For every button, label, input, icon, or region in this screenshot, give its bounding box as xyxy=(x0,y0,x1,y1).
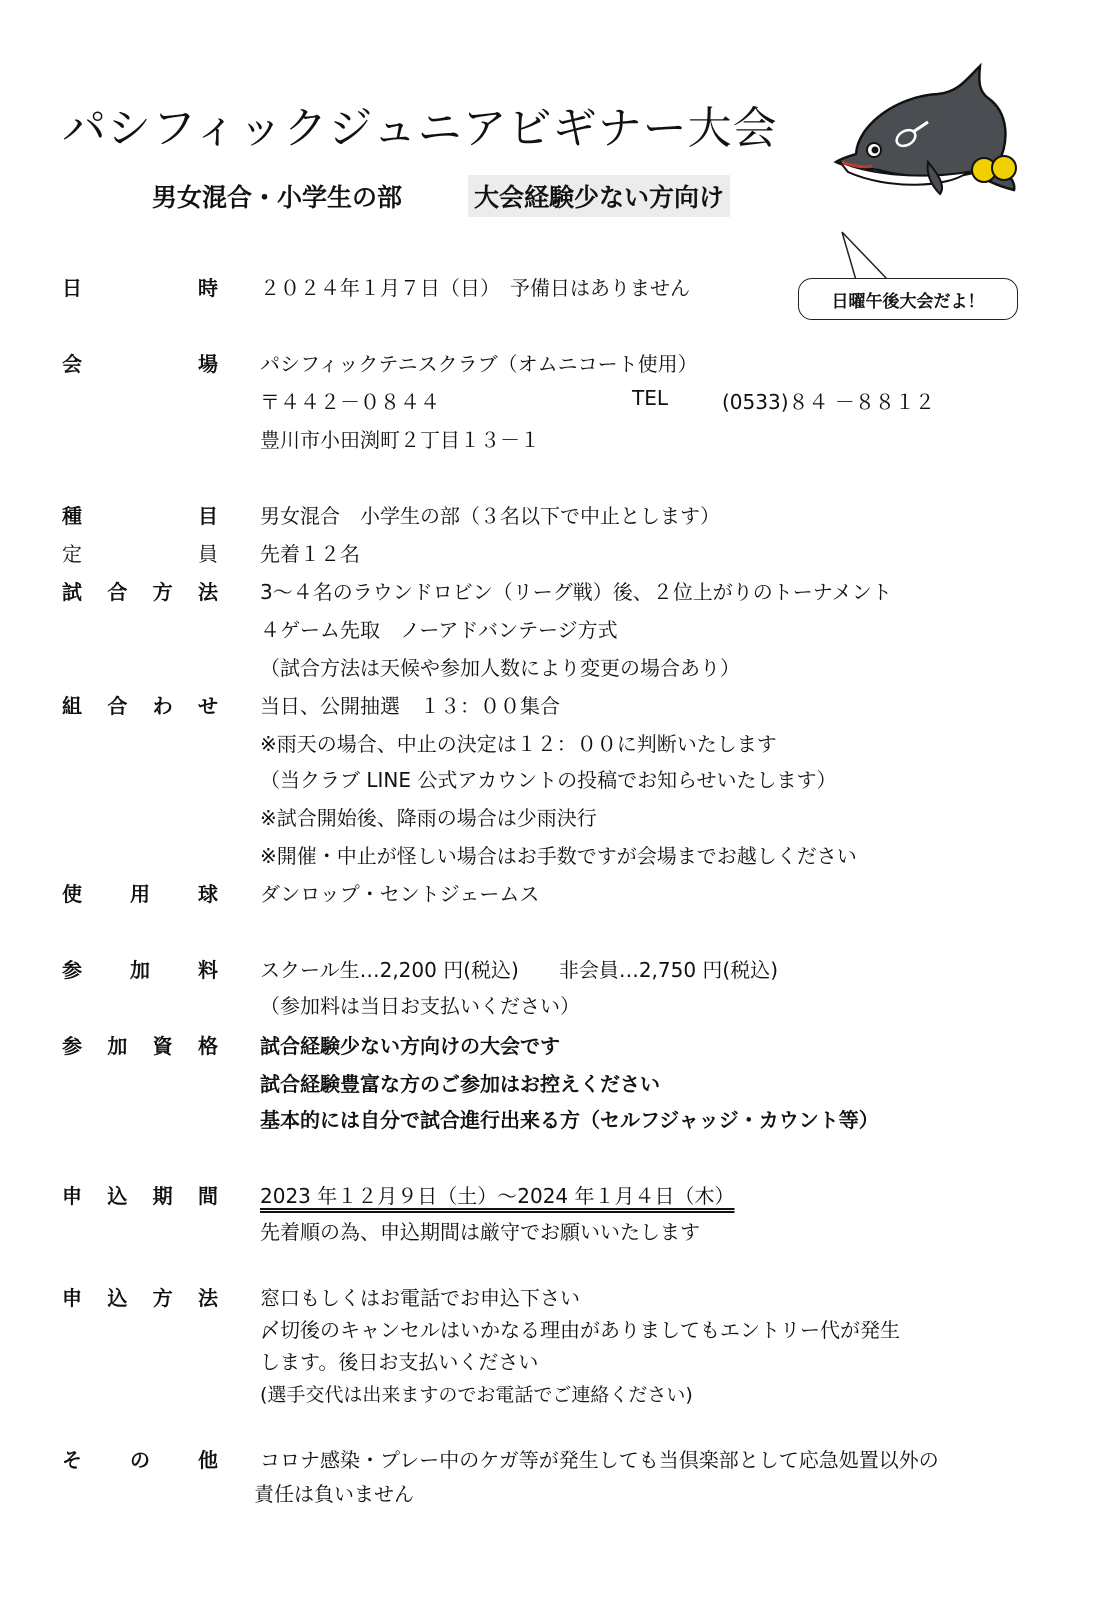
eligibility-line: 基本的には自分で試合進行出来る方（セルフジャッジ・カウント等） xyxy=(260,1108,879,1132)
subtitle-category: 男女混合・小学生の部 xyxy=(152,183,403,212)
method-line: します。後日お支払いください xyxy=(260,1350,539,1374)
eligibility-line: 試合経験豊富な方のご参加はお控えください xyxy=(260,1072,660,1096)
format-line: ４ゲーム先取 ノーアドバンテージ方式 xyxy=(260,618,618,642)
period-value: 2023 年１２月９日（土）～2024 年１月４日（木） xyxy=(260,1184,735,1208)
date-value: ２０２４年１月７日（日） 予備日はありません xyxy=(260,276,690,300)
eligibility-line: 試合経験少ない方向けの大会です xyxy=(260,1034,560,1058)
dolphin-tennis-mascot-icon xyxy=(828,62,1028,198)
label-eligibility: 参 加 資 格 xyxy=(62,1034,218,1058)
format-line: 3～４名のラウンドロビン（リーグ戦）後、２位上がりのトーナメント xyxy=(260,580,892,604)
draw-line: （当クラブ LINE 公式アカウントの投稿でお知らせいたします） xyxy=(260,768,837,792)
capacity-value: 先着１２名 xyxy=(260,542,360,566)
other-line: コロナ感染・プレー中のケガ等が発生しても当倶楽部として応急処置以外の xyxy=(260,1448,939,1472)
label-period: 申 込 期 間 xyxy=(62,1184,218,1208)
fee-value: スクール生…2,200 円(税込) 非会員…2,750 円(税込) xyxy=(260,958,779,982)
label-fee: 参 加 料 xyxy=(62,958,218,982)
format-note: （試合方法は天候や参加人数により変更の場合あり） xyxy=(260,656,740,680)
venue-name: パシフィックテニスクラブ（オムニコート使用） xyxy=(260,352,698,376)
label-method: 申 込 方 法 xyxy=(62,1286,218,1310)
method-line: 〆切後のキャンセルはいかなる理由がありましてもエントリー代が発生 xyxy=(260,1318,900,1342)
venue-address: 豊川市小田渕町２丁目１３－１ xyxy=(260,428,540,452)
label-format: 試 合 方 法 xyxy=(62,580,218,604)
draw-line: ※雨天の場合、中止の決定は１２：００に判断いたします xyxy=(260,732,777,756)
venue-postal: 〒４４２－０８４４ xyxy=(260,390,440,414)
venue-tel-label: TEL xyxy=(632,386,668,410)
label-event: 種 目 xyxy=(62,504,218,528)
page-title: パシフィックジュニアビギナー大会 xyxy=(62,103,778,154)
subtitle-target: 大会経験少ない方向け xyxy=(468,175,730,217)
label-ball: 使 用 球 xyxy=(62,882,218,906)
draw-line: ※試合開始後、降雨の場合は少雨決行 xyxy=(260,806,597,830)
venue-tel: (0533)８４ －８８１２ xyxy=(722,390,935,414)
label-date: 日 時 xyxy=(62,276,218,300)
speech-bubble: 日曜午後大会だよ！ xyxy=(798,278,1018,320)
period-note: 先着順の為、申込期間は厳守でお願いいたします xyxy=(260,1220,700,1244)
label-capacity: 定 員 xyxy=(62,542,218,566)
method-note: (選手交代は出来ますのでお電話でご連絡ください) xyxy=(260,1384,693,1406)
method-line: 窓口もしくはお電話でお申込下さい xyxy=(260,1286,580,1310)
fee-note: （参加料は当日お支払いください） xyxy=(260,994,580,1018)
other-line: 責任は負いません xyxy=(254,1482,414,1506)
event-value: 男女混合 小学生の部（３名以下で中止とします） xyxy=(260,504,720,528)
ball-value: ダンロップ・セントジェームス xyxy=(260,882,540,906)
draw-line: ※開催・中止が怪しい場合はお手数ですが会場までお越しください xyxy=(260,844,857,868)
label-draw: 組 合 わ せ xyxy=(62,694,218,718)
draw-line: 当日、公開抽選 １３：００集合 xyxy=(260,694,560,718)
speech-bubble-tail xyxy=(836,230,896,282)
label-venue: 会 場 xyxy=(62,352,218,376)
label-other: そ の 他 xyxy=(62,1448,218,1472)
